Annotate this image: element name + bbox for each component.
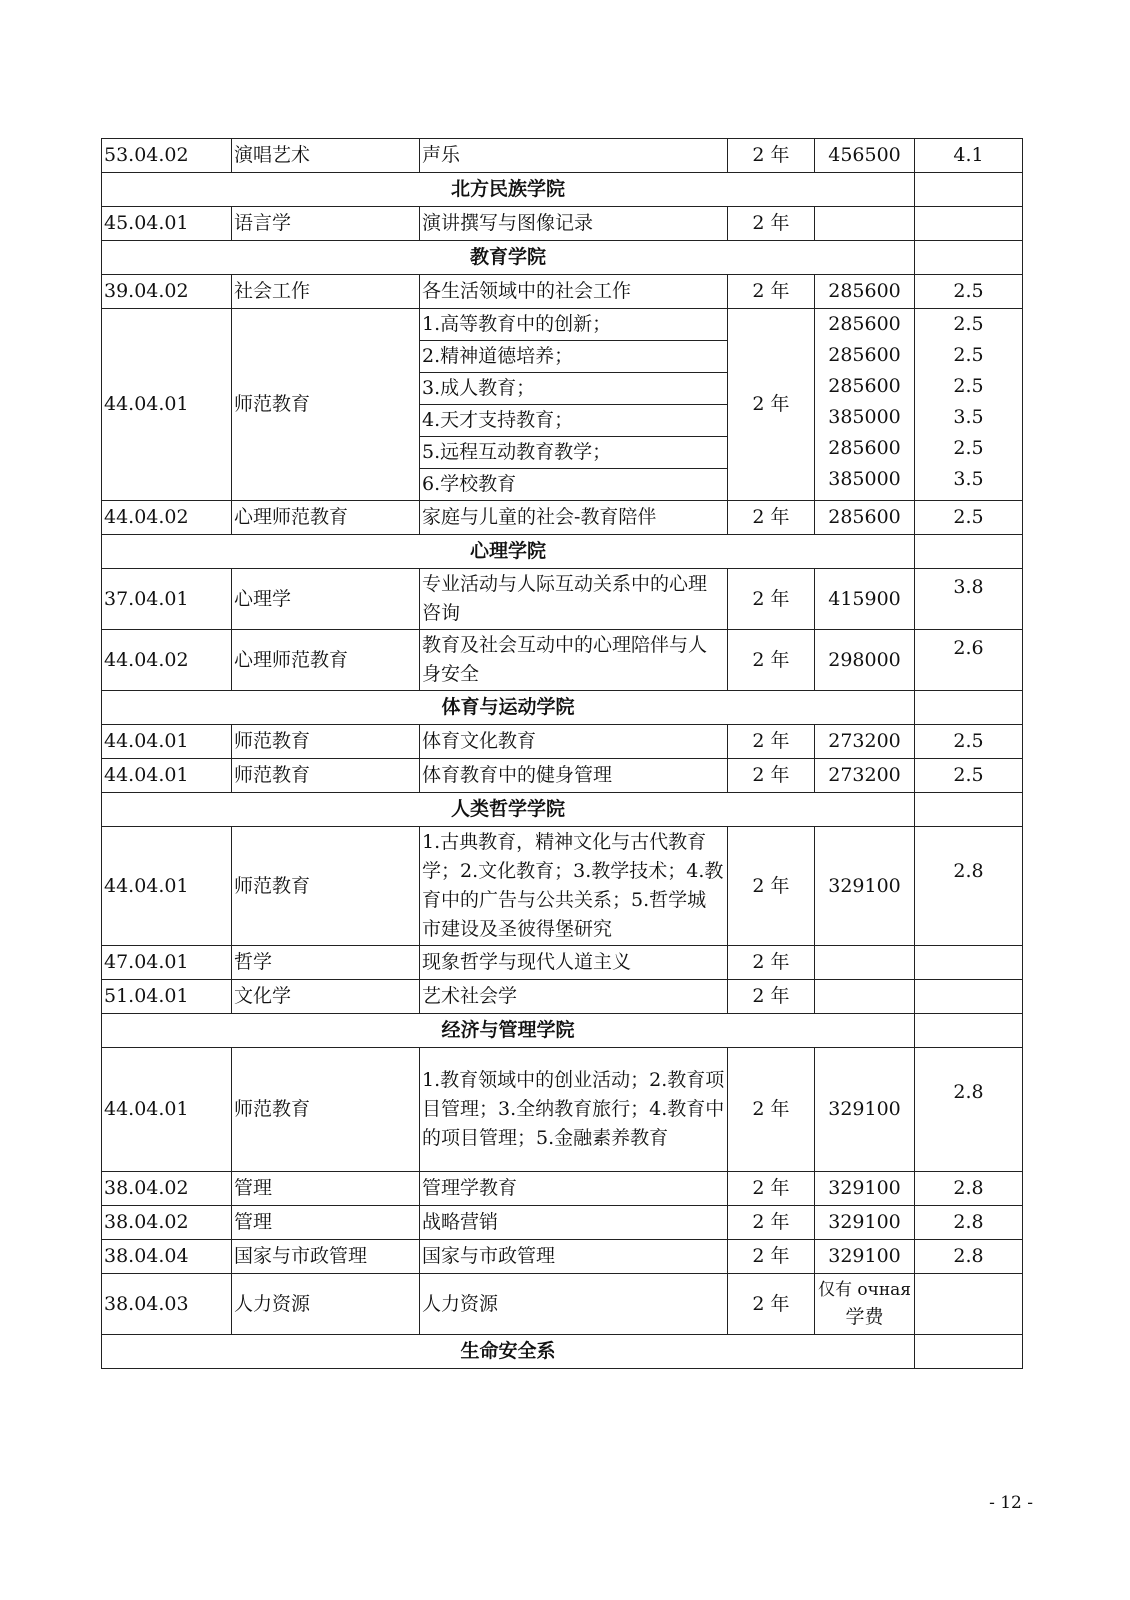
fee-cell: 329100 [815,1240,915,1274]
faculty-name: 生命安全系 [102,1335,915,1369]
empty-cell [915,173,1023,207]
fee-cell: 273200 [815,759,915,793]
duration-cell: 2 年 [728,309,815,501]
program-cell: 艺术社会学 [420,980,728,1014]
program-sub-6: 6.学校教育 [422,473,517,495]
table-row [102,759,1023,793]
code-cell: 51.04.01 [102,980,232,1014]
code-cell: 38.04.02 [102,1206,232,1240]
table-row [102,827,1023,946]
program-sub-2: 2.精神道德培养； [420,341,727,373]
fee-cell: 329100 [815,827,915,946]
duration-cell: 2 年 [728,1172,815,1206]
empty-cell [915,535,1023,569]
fee-6: 385000 [828,468,901,490]
score-cell [915,1274,1023,1335]
table-row [102,1240,1023,1274]
code-cell: 44.04.01 [102,759,232,793]
table-row [102,630,1023,691]
score-stack [915,309,1023,501]
program-cell: 教育及社会互动中的心理陪伴与人身安全 [420,630,728,691]
table-row [102,501,1023,535]
faculty-name: 经济与管理学院 [102,1014,915,1048]
program-cell: 战略营销 [420,1206,728,1240]
duration-cell: 2 年 [728,827,815,946]
duration-cell: 2 年 [728,1048,815,1172]
table-row [102,946,1023,980]
code-cell: 44.04.02 [102,501,232,535]
direction-cell: 人力资源 [232,1274,420,1335]
program-cell: 人力资源 [420,1274,728,1335]
duration-cell: 2 年 [728,725,815,759]
score-2: 2.5 [953,344,984,366]
score-cell: 2.6 [915,630,1023,691]
empty-cell [915,793,1023,827]
fee-cell [815,946,915,980]
direction-cell: 心理师范教育 [232,630,420,691]
faculty-row [102,173,1023,207]
direction-cell: 心理师范教育 [232,501,420,535]
fee-note-line-2: 学费 [845,1306,884,1328]
duration-cell: 2 年 [728,275,815,309]
code-cell: 39.04.02 [102,275,232,309]
direction-cell: 师范教育 [232,759,420,793]
score-6: 3.5 [953,468,984,490]
duration-cell: 2 年 [728,630,815,691]
fee-cell: 285600 [815,275,915,309]
score-cell: 2.8 [915,827,1023,946]
empty-cell [915,1335,1023,1369]
table-row [102,309,1023,501]
code-cell: 44.04.02 [102,630,232,691]
score-4: 3.5 [953,406,984,428]
fee-cell [815,980,915,1014]
direction-cell: 国家与市政管理 [232,1240,420,1274]
table-row [102,1048,1023,1172]
program-table [101,138,1023,1369]
program-cell: 1.古典教育，精神文化与古代教育学；2.文化教育；3.教学技术；4.教育中的广告与公共关系；5.哲学城市建设及圣彼得堡研究 [420,827,728,946]
program-sub-4: 4.天才支持教育； [420,405,727,437]
faculty-row [102,691,1023,725]
score-cell: 2.8 [915,1206,1023,1240]
duration-cell: 2 年 [728,1274,815,1335]
fee-cell [815,207,915,241]
fee-cell: 415900 [815,569,915,630]
program-sub-5: 5.远程互动教育教学； [420,437,727,469]
direction-cell: 语言学 [232,207,420,241]
faculty-row [102,1335,1023,1369]
duration-cell: 2 年 [728,759,815,793]
fee-1: 285600 [828,313,901,335]
fee-4: 385000 [828,406,901,428]
fee-cell: 329100 [815,1172,915,1206]
faculty-row [102,793,1023,827]
duration-cell: 2 年 [728,569,815,630]
table-row [102,569,1023,630]
score-cell: 2.5 [915,501,1023,535]
direction-cell: 心理学 [232,569,420,630]
program-cell: 管理学教育 [420,1172,728,1206]
score-cell [915,207,1023,241]
table-row [102,725,1023,759]
direction-cell: 师范教育 [232,1048,420,1172]
score-cell: 2.8 [915,1172,1023,1206]
program-cell: 体育文化教育 [420,725,728,759]
score-cell [915,946,1023,980]
program-cell: 国家与市政管理 [420,1240,728,1274]
direction-cell: 师范教育 [232,827,420,946]
direction-cell: 管理 [232,1206,420,1240]
program-sub-3: 3.成人教育； [420,373,727,405]
program-cell: 1.教育领域中的创业活动；2.教育项目管理；3.全纳教育旅行；4.教育中的项目管理；5.金融素养教育 [420,1048,728,1172]
fee-cell: 273200 [815,725,915,759]
fee-cell: 329100 [815,1206,915,1240]
program-cell: 家庭与儿童的社会-教育陪伴 [420,501,728,535]
fee-stack [815,309,915,501]
fee-cell [815,1274,915,1335]
duration-cell: 2 年 [728,946,815,980]
score-cell: 2.8 [915,1240,1023,1274]
duration-cell: 2 年 [728,501,815,535]
code-cell: 38.04.02 [102,1172,232,1206]
faculty-name: 体育与运动学院 [102,691,915,725]
direction-cell: 师范教育 [232,725,420,759]
score-1: 2.5 [953,313,984,335]
fee-cell: 285600 [815,501,915,535]
table-row [102,1274,1023,1335]
score-cell: 2.5 [915,759,1023,793]
direction-cell: 演唱艺术 [232,139,420,173]
score-5: 2.5 [953,437,984,459]
table-row [102,275,1023,309]
code-cell: 44.04.01 [102,725,232,759]
program-cell: 演讲撰写与图像记录 [420,207,728,241]
duration-cell: 2 年 [728,207,815,241]
score-3: 2.5 [953,375,984,397]
fee-note-line-1: 仅有 очная [817,1280,912,1300]
fee-cell: 456500 [815,139,915,173]
direction-cell: 管理 [232,1172,420,1206]
fee-2: 285600 [828,344,901,366]
score-cell: 2.5 [915,275,1023,309]
score-cell: 2.8 [915,1048,1023,1172]
direction-cell: 社会工作 [232,275,420,309]
code-cell: 38.04.03 [102,1274,232,1335]
program-sub-1: 1.高等教育中的创新； [420,309,727,341]
program-cell: 专业活动与人际互动关系中的心理咨询 [420,569,728,630]
code-cell: 37.04.01 [102,569,232,630]
faculty-name: 教育学院 [102,241,915,275]
score-cell: 2.5 [915,725,1023,759]
code-cell: 38.04.04 [102,1240,232,1274]
faculty-name: 北方民族学院 [102,173,915,207]
faculty-name: 心理学院 [102,535,915,569]
faculty-name: 人类哲学学院 [102,793,915,827]
table-row [102,1206,1023,1240]
score-cell: 4.1 [915,139,1023,173]
faculty-row [102,1014,1023,1048]
table-row [102,207,1023,241]
duration-cell: 2 年 [728,1206,815,1240]
code-cell: 45.04.01 [102,207,232,241]
duration-cell: 2 年 [728,1240,815,1274]
table-row [102,980,1023,1014]
faculty-row [102,535,1023,569]
empty-cell [915,241,1023,275]
fee-cell: 298000 [815,630,915,691]
code-cell: 47.04.01 [102,946,232,980]
empty-cell [915,1014,1023,1048]
score-cell [915,980,1023,1014]
page-number: - 12 - [989,1493,1033,1513]
direction-cell: 文化学 [232,980,420,1014]
program-cell: 各生活领域中的社会工作 [420,275,728,309]
fee-cell: 329100 [815,1048,915,1172]
program-cell: 体育教育中的健身管理 [420,759,728,793]
table-row [102,1172,1023,1206]
code-cell: 44.04.01 [102,309,232,501]
code-cell: 44.04.01 [102,1048,232,1172]
program-cell: 声乐 [420,139,728,173]
score-cell: 3.8 [915,569,1023,630]
direction-cell: 师范教育 [232,309,420,501]
faculty-row [102,241,1023,275]
program-cell: 现象哲学与现代人道主义 [420,946,728,980]
fee-5: 285600 [828,437,901,459]
duration-cell: 2 年 [728,980,815,1014]
duration-cell: 2 年 [728,139,815,173]
code-cell: 44.04.01 [102,827,232,946]
code-cell: 53.04.02 [102,139,232,173]
fee-3: 285600 [828,375,901,397]
program-subcells [420,309,728,501]
table-row [102,139,1023,173]
direction-cell: 哲学 [232,946,420,980]
empty-cell [915,691,1023,725]
